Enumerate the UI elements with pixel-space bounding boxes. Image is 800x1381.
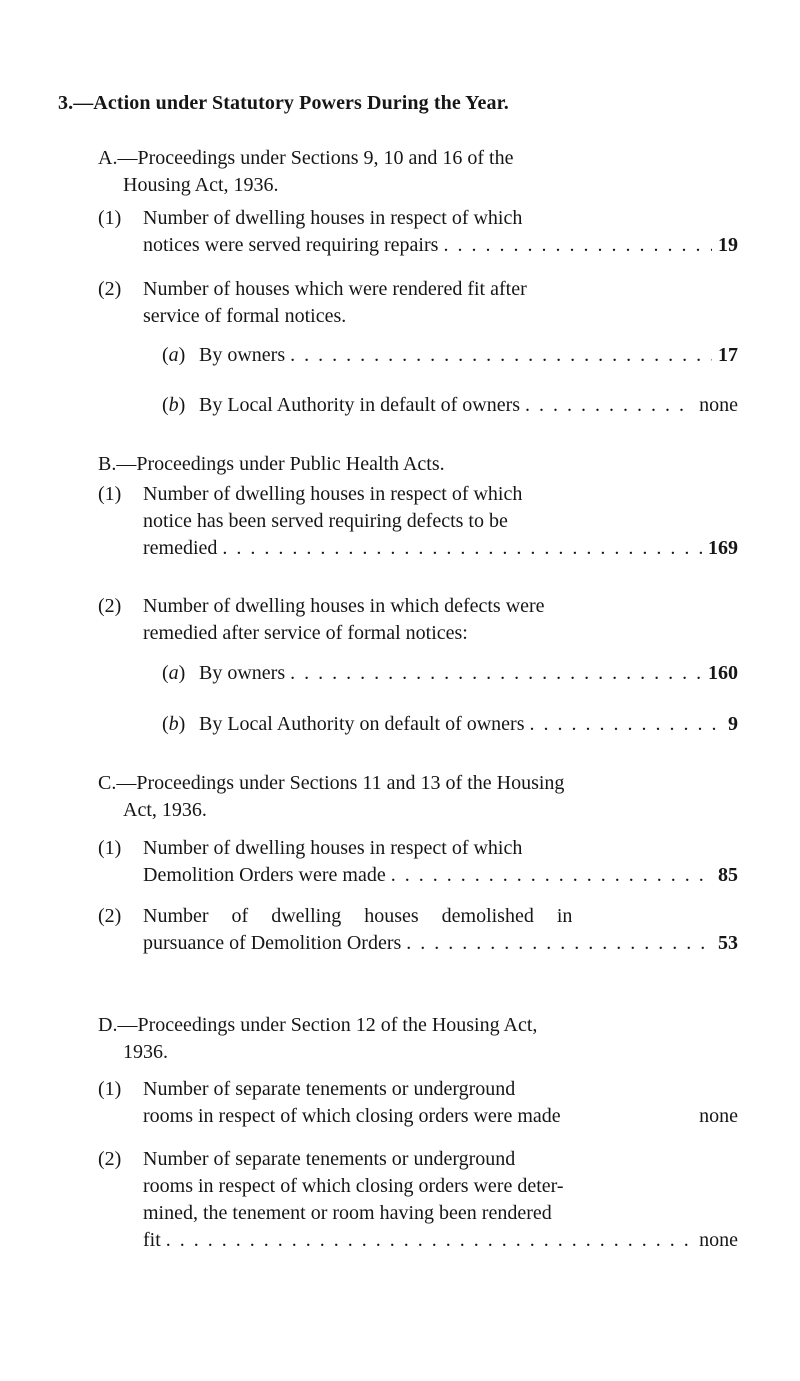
- item-number: (2): [98, 1148, 122, 1170]
- dot-leader: [406, 930, 712, 957]
- item-text-last-line: remedied: [143, 537, 218, 559]
- dot-leader: [222, 535, 702, 562]
- item-value: 19: [718, 234, 738, 256]
- subitem-letter: (b): [162, 394, 186, 416]
- item-text-last-line: rooms in respect of which closing orders were made: [143, 1105, 561, 1127]
- section-c-item-1: [98, 835, 738, 889]
- section-a-subitem-a: [162, 342, 738, 369]
- subitem-letter: (a): [162, 662, 186, 684]
- item-number: (1): [98, 207, 122, 229]
- section-d-item-1: [98, 1076, 738, 1130]
- subitem-value: 17: [718, 344, 738, 366]
- section-a-item-2: [98, 276, 738, 330]
- item-text-line: Number of houses which were rendered fit after: [143, 278, 527, 300]
- item-text-line: Number of separate tenements or underground: [143, 1078, 516, 1100]
- item-text-last-line: fit: [143, 1229, 161, 1251]
- item-text-line: rooms in respect of which closing orders were deter-: [143, 1175, 564, 1197]
- item-number: (1): [98, 837, 122, 859]
- subitem-text: By Local Authority on default of owners: [199, 713, 525, 735]
- dot-leader: [290, 660, 702, 687]
- item-text-last-line: pursuance of Demolition Orders: [143, 932, 402, 954]
- item-text-line: Number of dwelling houses in respect of which: [143, 207, 523, 229]
- item-text-line: [143, 903, 721, 930]
- item-value: none: [699, 1105, 738, 1127]
- item-text-line-content: Number of dwelling houses demolished in: [143, 905, 573, 927]
- section-b-item-2: [98, 593, 738, 647]
- subitem-text: By owners: [199, 662, 286, 684]
- section-c-title-line-1: C.—Proceedings under Sections 11 and 13 of the Housing: [98, 772, 565, 794]
- subitem-letter: (a): [162, 344, 186, 366]
- section-c-heading: [98, 770, 698, 824]
- item-number: (1): [98, 1078, 122, 1100]
- subitem-letter: (b): [162, 713, 186, 735]
- section-c-item-2: [98, 903, 738, 957]
- subitem-text: By owners: [199, 344, 286, 366]
- section-c-title-line-2: Act, 1936.: [123, 799, 207, 821]
- section-d-item-2: [98, 1146, 738, 1254]
- section-a-subitem-b: [162, 392, 738, 419]
- section-a-item-1: [98, 205, 738, 259]
- item-text-line: Number of dwelling houses in respect of which: [143, 837, 523, 859]
- item-text-last-line: notices were served requiring repairs: [143, 234, 439, 256]
- item-value: 169: [708, 537, 738, 559]
- section-a-title-line-1: A.—Proceedings under Sections 9, 10 and 16 of the: [98, 147, 514, 169]
- section-b-title-line-1: B.—Proceedings under Public Health Acts.: [98, 453, 445, 475]
- dot-leader: [443, 232, 712, 259]
- dot-leader: [166, 1227, 693, 1254]
- item-text-line: service of formal notices.: [143, 305, 347, 327]
- item-value: 53: [718, 932, 738, 954]
- subitem-text: By Local Authority in default of owners: [199, 394, 521, 416]
- section-a-title-line-2: Housing Act, 1936.: [123, 174, 279, 196]
- item-number: (1): [98, 483, 122, 505]
- item-value: none: [699, 1229, 738, 1251]
- section-b-item-1: [98, 481, 738, 562]
- section-d-title-line-1: D.—Proceedings under Section 12 of the Housing Act,: [98, 1014, 538, 1036]
- item-number: (2): [98, 595, 122, 617]
- dot-leader: [290, 342, 712, 369]
- item-text-line: notice has been served requiring defects to be: [143, 510, 508, 532]
- section-a-heading: [98, 145, 698, 199]
- item-number: (2): [98, 278, 122, 300]
- subitem-value: 160: [708, 662, 738, 684]
- dot-leader: [530, 711, 723, 738]
- item-text-line: remedied after service of formal notices:: [143, 622, 468, 644]
- dot-leader: [525, 392, 693, 419]
- subitem-value: none: [699, 394, 738, 416]
- section-d-title-line-2: 1936.: [123, 1041, 168, 1063]
- item-text-line: Number of separate tenements or underground: [143, 1148, 516, 1170]
- section-b-heading: [98, 451, 698, 478]
- page-title: 3.—Action under Statutory Powers During the Year.: [58, 92, 509, 114]
- item-value: 85: [718, 864, 738, 886]
- dot-leader: [391, 862, 712, 889]
- section-d-heading: [98, 1012, 698, 1066]
- item-text-last-line: Demolition Orders were made: [143, 864, 386, 886]
- subitem-value: 9: [728, 713, 738, 735]
- section-b-subitem-a: [162, 660, 738, 687]
- item-text-line: Number of dwelling houses in respect of which: [143, 483, 523, 505]
- section-b-subitem-b: [162, 711, 738, 738]
- item-number: (2): [98, 905, 122, 927]
- item-text-line: mined, the tenement or room having been rendered: [143, 1202, 552, 1224]
- item-text-line: Number of dwelling houses in which defects were: [143, 595, 545, 617]
